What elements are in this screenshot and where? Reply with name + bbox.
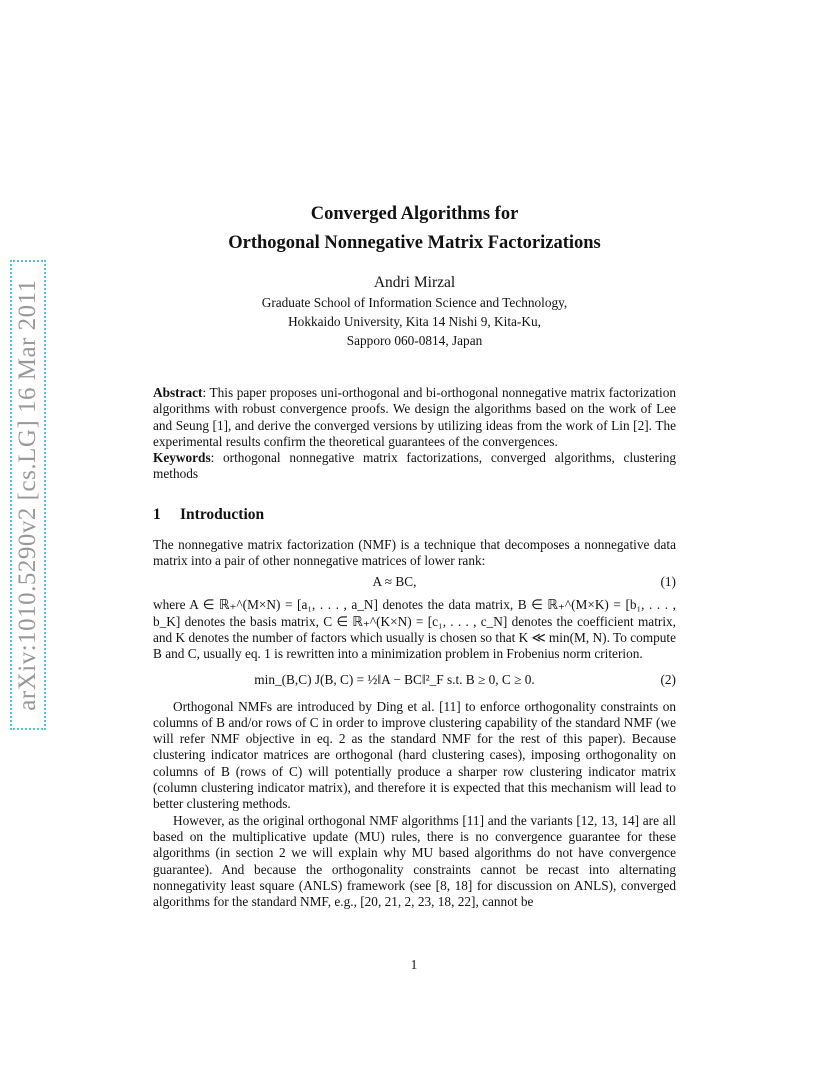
equation-1-body: A ≈ BC, [372,574,417,590]
title-line-2: Orthogonal Nonnegative Matrix Factorizations [228,233,601,253]
equation-1 [153,569,676,595]
section-heading [153,505,676,525]
arxiv-identifier-stamp [10,260,46,730]
equation-2-body: min_(B,C) J(B, C) = ½‖A − BC‖²_F s.t. B ≥ 0, C ≥ 0. [254,671,535,687]
equation-2 [153,667,676,693]
intro-paragraph-3: Orthogonal NMFs are introduced by Ding et al. [11] to enforce orthogonality constraints on columns of B and/or rows of C in order to improve clustering capability of the standard NMF (we will refer NMF objective in eq. 2 as the standard NMF for the rest of this paper). Because clustering indicator matrices are orthogonal (hard clustering cases), imposing orthogonality on columns of B (rows of C) will potentially produce a sharper row clustering indicator matrix (column clustering indicator matrix), and therefore it is expected that this mechanism will lead to better clustering methods. [153,698,676,812]
page-number: 1 [410,957,418,972]
affiliation [153,293,676,350]
section-title: Introduction [180,505,265,523]
abstract [153,385,676,450]
paper-page [153,200,676,910]
intro-paragraph-2: where A ∈ ℝ₊^(M×N) = [a₁, . . . , a_N] denotes the data matrix, B ∈ ℝ₊^(M×K) = [b₁, . . . , b_K] denotes the basis matrix, C ∈ ℝ₊^(K×N) = [c₁, . . . , c_N] denotes the coefficient matrix, and K denotes the number of factors which usually is chosen so that K ≪ min(M, N). To compute B and C, usually eq. 1 is rewritten into a minimization problem in Frobenius norm criterion. [153,597,676,662]
abstract-label: Abstract [153,385,203,400]
keywords [153,450,676,483]
abstract-text: : This paper proposes uni-orthogonal and bi-orthogonal nonnegative matrix factorization algorithms with robust convergence proofs. We design the algorithms based on the work of Lee and Seung [1], and derive the converged versions by utilizing ideas from the work of Lin [2]. The experimental results confirm the theoretical guarantees of the convergences. [153,385,676,449]
title-line-1: Converged Algorithms for [310,204,519,224]
arxiv-identifier-text: arXiv:1010.5290v2 [cs.LG] 16 Mar 2011 [14,279,41,711]
intro-paragraph-4: However, as the original orthogonal NMF algorithms [11] and the variants [12, 13, 14] are all based on the multiplicative update (MU) rules, there is no convergence guarantee for these algorithms (in section 2 we will explain why MU based algorithms do not have convergence guarantee). And because the orthogonality constraints cannot be recast into alternating nonnegativity least square (ANLS) framework (see [8, 18] for discussion on ANLS), converged algorithms for the standard NMF, e.g., [20, 21, 2, 23, 18, 22], cannot be [153,812,676,910]
author-name: Andri Mirzal [373,274,456,291]
affiliation-line: Sapporo 060-0814, Japan [346,333,483,348]
paper-title [153,200,676,258]
intro-paragraph-1: The nonnegative matrix factorization (NMF) is a technique that decomposes a nonnegative data matrix into a pair of other nonnegative matrices of lower rank: [153,536,676,569]
affiliation-line: Graduate School of Information Science and Technology, [261,295,568,310]
keywords-label: Keywords [153,450,211,466]
equation-2-number: (2) [660,671,676,687]
section-number: 1 [153,505,161,523]
equation-1-number: (1) [660,574,676,590]
keywords-text: : orthogonal nonnegative matrix factorizations, converged algorithms, clustering methods [153,450,676,482]
affiliation-line: Hokkaido University, Kita 14 Nishi 9, Kita-Ku, [288,314,541,329]
